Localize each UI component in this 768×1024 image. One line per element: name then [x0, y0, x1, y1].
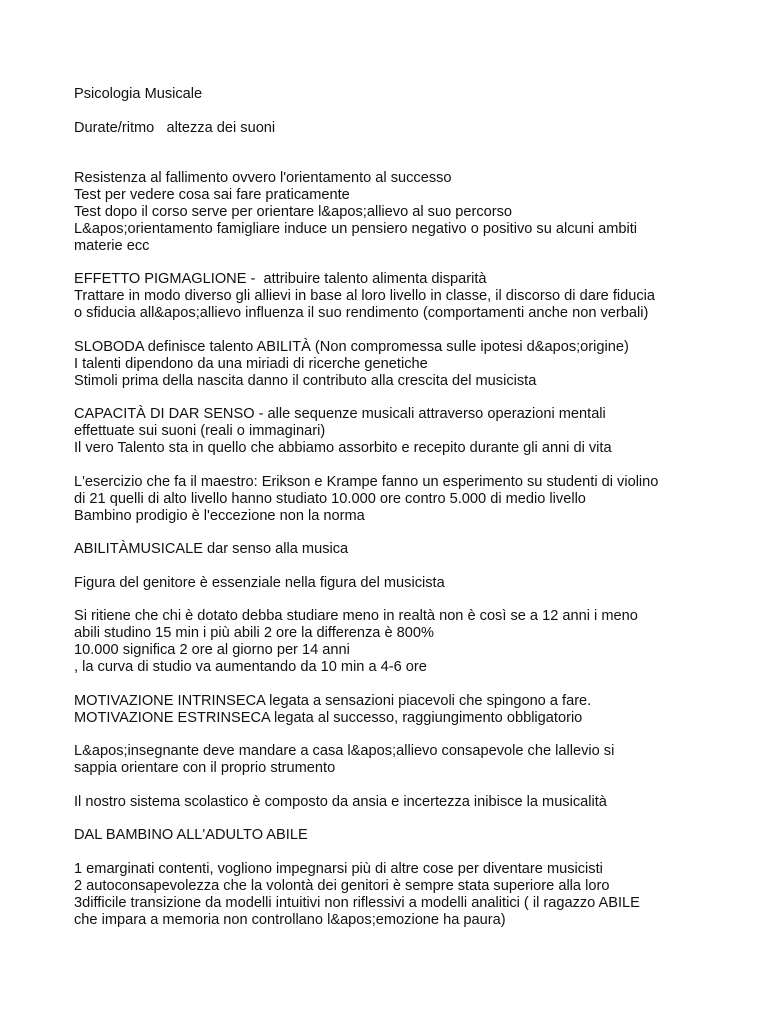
paragraph: [74, 794, 714, 811]
text-line: materie ecc: [74, 237, 150, 254]
text-line: L'esercizio che fa il maestro: Erikson e Krampe fanno un esperimento su studenti di violino: [74, 473, 659, 490]
text-line: di 21 quelli di alto livello hanno studiato 10.000 ore contro 5.000 di medio livello: [74, 490, 586, 507]
text-line: o sfiducia all&apos;allievo influenza il suo rendimento (comportamenti anche non verbali): [74, 305, 649, 321]
text-line: I talenti dipendono da una miriadi di ricerche genetiche: [74, 355, 428, 372]
text-line: Test per vedere cosa sai fare praticamente: [74, 186, 350, 203]
text-line: Trattare in modo diverso gli allievi in base al loro livello in classe, il discorso di dare fiducia: [74, 288, 656, 304]
document-title: [74, 86, 714, 103]
paragraph: [74, 170, 714, 255]
text-line: SLOBODA definisce talento ABILITÀ (Non compromessa sulle ipotesi d&apos;origine): [74, 338, 629, 355]
text-line: L&apos;insegnante deve mandare a casa l&apos;allievo consapevole che lallevio si: [74, 743, 615, 759]
paragraph: [74, 861, 714, 929]
text-line: Si ritiene che chi è dotato debba studiare meno in realtà non è così se a 12 anni i meno: [74, 608, 638, 624]
paragraph: [74, 339, 714, 390]
text-line: , la curva di studio va aumentando da 10 min a 4-6 ore: [74, 659, 427, 675]
text-line: abili studino 15 min i più abili 2 ore la differenza è 800%: [74, 625, 434, 641]
paragraph: [74, 541, 714, 558]
text-line: CAPACITÀ DI DAR SENSO - alle sequenze musicali attraverso operazioni mentali: [74, 406, 606, 422]
text-line: 10.000 significa 2 ore al giorno per 14 anni: [74, 642, 350, 658]
text-line: 1 emarginati contenti, vogliono impegnarsi più di altre cose per diventare musicisti: [74, 860, 603, 877]
text-line: Bambino prodigio è l'eccezione non la norma: [74, 507, 365, 524]
text-line: Stimoli prima della nascita danno il contributo alla crescita del musicista: [74, 372, 537, 389]
text-line: Resistenza al fallimento ovvero l'orientamento al successo: [74, 169, 452, 186]
text-line: Il vero Talento sta in quello che abbiamo assorbito e recepito durante gli anni di vita: [74, 440, 612, 456]
paragraph: [74, 743, 714, 777]
text-line: L&apos;orientamento famigliare induce un pensiero negativo o positivo su alcuni ambiti: [74, 220, 638, 237]
paragraph: [74, 608, 714, 676]
text-line: Durate/ritmo altezza dei suoni: [74, 119, 276, 136]
text-line: 3difficile transizione da modelli intuitivi non riflessivi a modelli analitici ( il ragazzo ABILE: [74, 894, 640, 911]
paragraph: [74, 827, 714, 844]
text-line: ABILITÀMUSICALE dar senso alla musica: [74, 541, 349, 557]
paragraph: [74, 120, 714, 137]
text-line: Psicologia Musicale: [74, 86, 203, 102]
text-line: EFFETTO PIGMAGLIONE - attribuire talento alimenta disparità: [74, 271, 487, 287]
text-line: Test dopo il corso serve per orientare l&apos;allievo al suo percorso: [74, 203, 513, 220]
text-line: Figura del genitore è essenziale nella figura del musicista: [74, 574, 445, 591]
text-line: effettuate sui suoni (reali o immaginari): [74, 423, 326, 439]
text-line: MOTIVAZIONE ESTRINSECA legata al successo, raggiungimento obbligatorio: [74, 709, 583, 726]
document-body: [74, 86, 714, 945]
paragraph: [74, 474, 714, 525]
paragraph: [74, 575, 714, 592]
text-line: Il nostro sistema scolastico è composto da ansia e incertezza inibisce la musicalità: [74, 793, 607, 810]
paragraph: [74, 693, 714, 727]
paragraph: [74, 271, 714, 322]
text-line: 2 autoconsapevolezza che la volontà dei genitori è sempre stata superiore alla loro: [74, 877, 610, 894]
paragraph: [74, 406, 714, 457]
text-line: sappia orientare con il proprio strumento: [74, 760, 336, 776]
text-line: MOTIVAZIONE INTRINSECA legata a sensazioni piacevoli che spingono a fare.: [74, 692, 592, 709]
text-line: che impara a memoria non controllano l&apos;emozione ha paura): [74, 911, 506, 928]
text-line: DAL BAMBINO ALL'ADULTO ABILE: [74, 827, 308, 843]
